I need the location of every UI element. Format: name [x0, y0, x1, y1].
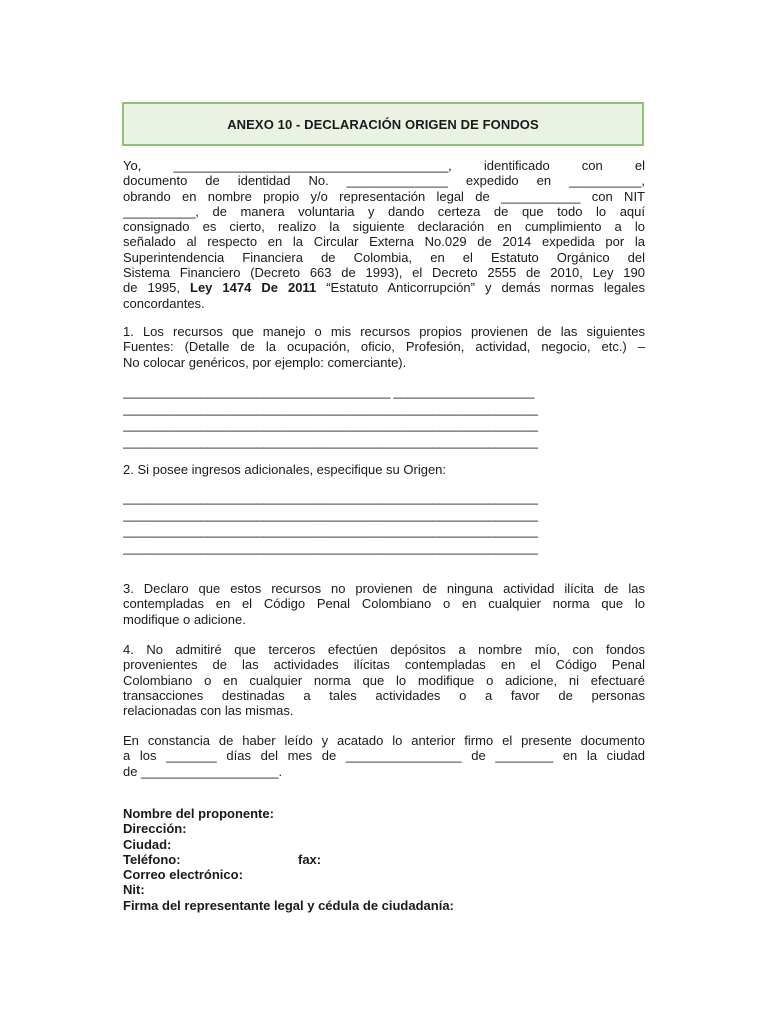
closing-paragraph — [123, 733, 645, 779]
item-4-line: Colombiano o en cualquier norma que lo modifique o adicione, ni efectuaré — [123, 672, 645, 688]
blank-line[interactable]: ___________________________________________________________ — [123, 506, 538, 522]
intro-line-with-law — [123, 280, 645, 295]
address-label: Dirección: — [123, 821, 187, 837]
blank-line[interactable]: ______________________________________ ____________________ — [123, 384, 535, 399]
closing-end: de ___________________. — [123, 763, 283, 779]
item-3 — [123, 581, 645, 627]
item-4-line: provenientes de las actividades ilícitas contempladas en el Código Penal — [123, 657, 645, 673]
intro-line: documento de identidad No. ______________ expedido en __________, — [123, 173, 645, 189]
nit-label: Nit: — [123, 882, 145, 898]
item-4 — [123, 642, 645, 718]
item-4-line: 4. No admitiré que terceros efectúen depósitos a nombre mío, con fondos — [123, 642, 645, 657]
closing-line: En constancia de haber leído y acatado lo anterior firmo el presente documento — [123, 733, 645, 748]
intro-last-pre: de 1995, — [123, 280, 191, 296]
email-label: Correo electrónico: — [123, 867, 243, 883]
title-box — [122, 102, 644, 146]
item-2 — [123, 462, 645, 477]
intro-line: Superintendencia Financiera de Colombia, en el Estatuto Orgánico del — [123, 249, 645, 265]
item-1 — [123, 324, 645, 370]
blank-line[interactable]: ___________________________________________________________ — [123, 433, 538, 449]
intro-line: consignado es cierto, realizo la siguiente declaración en cumplimiento a lo — [123, 219, 645, 235]
closing-line: a los _______ días del mes de ________________ de ________ en la ciudad — [123, 748, 645, 764]
blank-line[interactable]: ___________________________________________________________ — [123, 539, 538, 555]
item-3-line: contempladas en el Código Penal Colombiano o en cualquier norma que lo — [123, 596, 645, 612]
intro-line: __________, de manera voluntaria y dando certeza de que todo lo aquí — [123, 203, 645, 219]
item-4-end: relacionadas con las mismas. — [123, 703, 294, 719]
item-2-text: 2. Si posee ingresos adicionales, especifique su Origen: — [123, 462, 447, 477]
fax-label: fax: — [298, 851, 322, 867]
intro-last-post: “Estatuto Anticorrupción” y demás normas legales — [316, 280, 645, 296]
city-label: Ciudad: — [123, 836, 172, 852]
intro-line: obrando en nombre propio y/o representación legal de ___________ con NIT — [123, 188, 645, 204]
signature-label: Firma del representante legal y cédula de ciudadanía: — [123, 897, 454, 913]
item-2-blank-lines — [123, 490, 643, 556]
item-1-line: No colocar genéricos, por ejemplo: comerciante). — [123, 354, 407, 370]
blank-line[interactable]: ___________________________________________________________ — [123, 417, 538, 432]
intro-line: Yo, ______________________________________, identificado con el — [123, 158, 645, 173]
item-3-line: 3. Declaro que estos recursos no provienen de ninguna actividad ilícita de las — [123, 581, 645, 596]
intro-end: concordantes. — [123, 295, 205, 311]
intro-line: señalado al respecto en la Circular Externa No.029 de 2014 expedida por la — [123, 234, 645, 250]
phone-label: Teléfono: — [123, 851, 181, 867]
blank-line[interactable]: ___________________________________________________________ — [123, 523, 538, 538]
law-reference: Ley 1474 De 2011 — [190, 280, 317, 296]
blank-line[interactable]: ___________________________________________________________ — [123, 490, 538, 505]
phone-fax-row — [123, 852, 645, 867]
document-title: ANEXO 10 - DECLARACIÓN ORIGEN DE FONDOS — [227, 116, 539, 132]
item-1-blank-lines — [123, 384, 643, 450]
item-4-line: transacciones destinadas a tales actividades o a favor de personas — [123, 687, 645, 703]
intro-line: Sistema Financiero (Decreto 663 de 1993), el Decreto 2555 de 2010, Ley 190 — [123, 265, 645, 281]
proponent-label: Nombre del proponente: — [123, 806, 274, 821]
signature-fields — [123, 806, 645, 913]
item-3-end: modifique o adicione. — [123, 611, 246, 627]
intro-paragraph — [123, 158, 645, 311]
blank-line[interactable]: ___________________________________________________________ — [123, 400, 538, 416]
item-1-line: 1. Los recursos que manejo o mis recursos propios provienen de las siguientes — [123, 324, 645, 339]
item-1-line: Fuentes: (Detalle de la ocupación, oficio, Profesión, actividad, negocio, etc.) – — [123, 339, 645, 355]
